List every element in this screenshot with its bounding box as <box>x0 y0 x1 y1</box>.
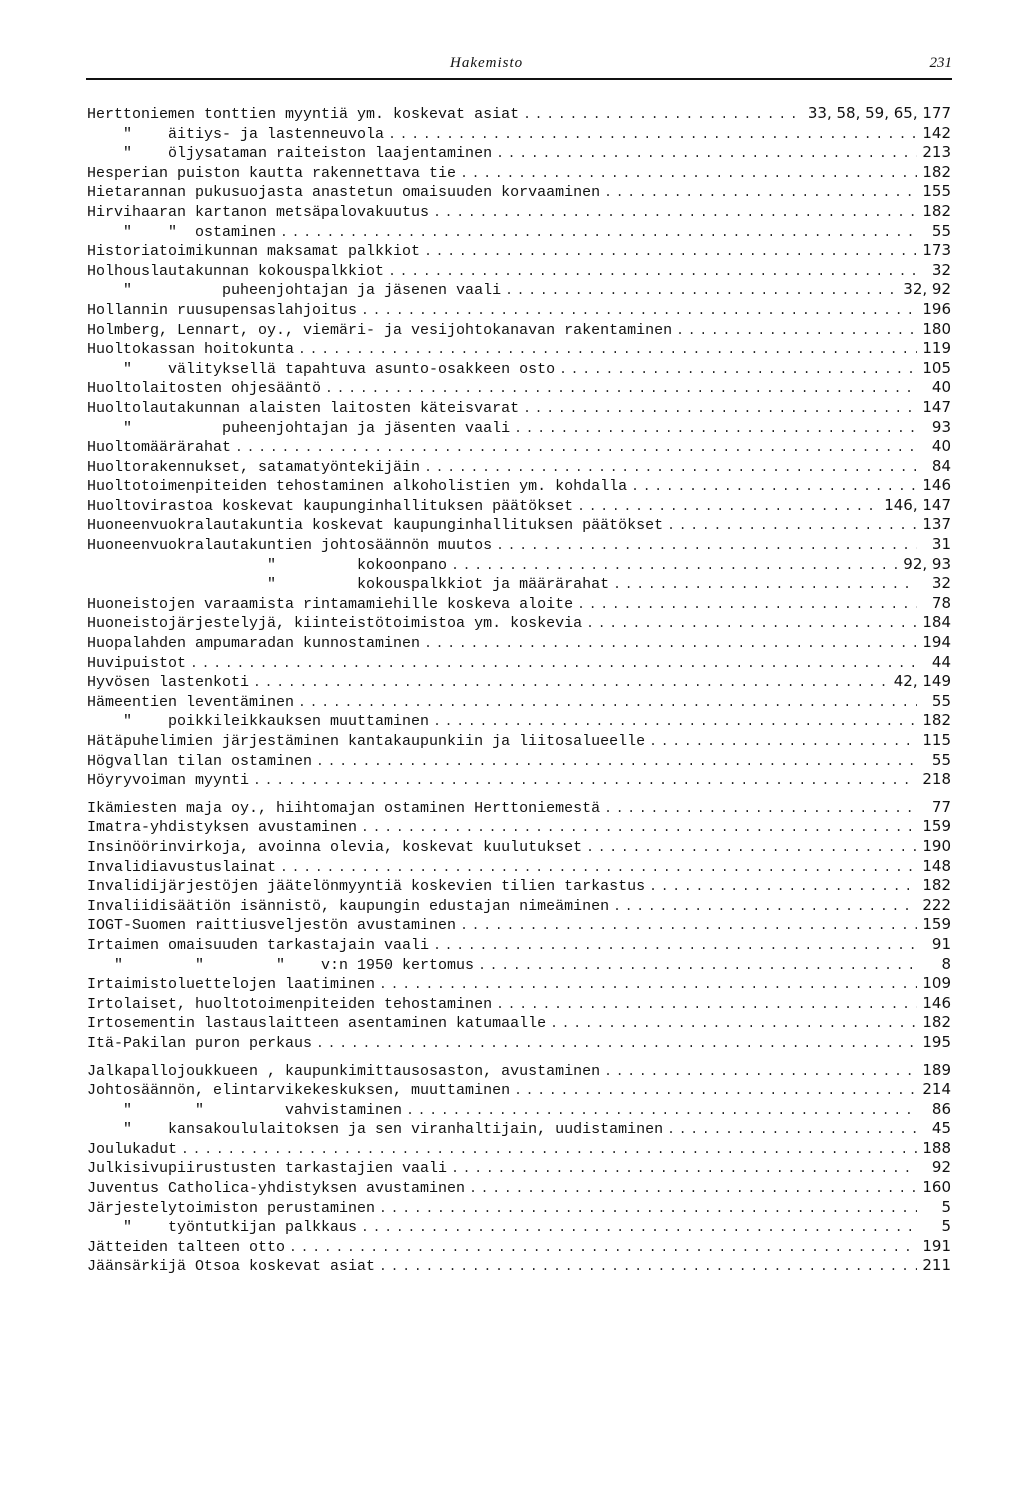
entry-pages: 78 <box>931 593 951 612</box>
entry-text: " " vahvistaminen <box>87 1101 403 1119</box>
entry-text: Invaliidisäätiön isännistö, kaupungin edustajan nimeäminen <box>87 897 610 915</box>
index-entry <box>87 1178 951 1198</box>
dot-leader <box>667 516 917 536</box>
index-entry <box>87 515 951 535</box>
dot-leader <box>505 281 899 301</box>
entry-pages: 115 <box>922 731 951 749</box>
entry-text: Jalkapallojoukkueen , kaupunkimittausosaston, avustaminen <box>87 1062 601 1080</box>
entry-text: IOGT-Suomen raittiusveljestön avustaminen <box>87 917 457 935</box>
index-entry <box>87 711 951 731</box>
entry-text: " puheenjohtajan ja jäsenen vaali <box>87 282 502 300</box>
dot-leader <box>424 458 917 478</box>
entry-text: Invalidiavustuslainat <box>87 858 277 876</box>
dot-leader <box>361 818 917 838</box>
entry-pages: 77 <box>931 797 951 816</box>
dot-leader <box>631 477 917 497</box>
dot-leader <box>316 752 917 772</box>
entry-pages: 55 <box>931 691 951 710</box>
index-entry <box>87 798 951 818</box>
entry-pages: 190 <box>922 836 951 855</box>
dot-leader <box>361 301 917 321</box>
entry-pages: 40 <box>931 378 951 397</box>
entry-pages: 196 <box>922 299 951 318</box>
index-entry <box>87 1237 951 1257</box>
entry-text: " öljysataman raiteiston laajentaminen <box>87 145 493 163</box>
entry-pages: 218 <box>922 770 951 789</box>
entry-text: Huoltomäärärahat <box>87 439 232 457</box>
dot-leader <box>550 1014 917 1034</box>
entry-pages: 93 <box>931 417 951 436</box>
entry-text: " " ostaminen <box>87 223 277 241</box>
dot-leader <box>604 183 917 203</box>
dot-leader <box>379 975 917 995</box>
entry-text: Huoltotoimenpiteiden tehostaminen alkoholistien ym. kohdalla <box>87 478 628 496</box>
entry-pages: 92, 93 <box>903 554 951 573</box>
entry-pages: 180 <box>922 319 951 338</box>
page-number: 231 <box>929 55 952 71</box>
index-entry <box>87 535 951 555</box>
entry-pages: 32, 92 <box>903 280 951 299</box>
entry-text: Julkisivupiirustusten tarkastajien vaali <box>87 1160 448 1178</box>
entry-pages: 173 <box>922 241 951 260</box>
index-entry <box>87 1217 951 1237</box>
entry-text: Hämeentien leventäminen <box>87 693 295 711</box>
index-entry <box>87 359 951 379</box>
entry-text: Huoneenvuokralautakuntia koskevat kaupunginhallituksen päätökset <box>87 517 664 535</box>
index-entry <box>87 955 951 975</box>
entry-text: " poikkileikkauksen muuttaminen <box>87 713 430 731</box>
dot-leader <box>667 1120 917 1140</box>
index-entry <box>87 692 951 712</box>
dot-leader <box>253 673 890 693</box>
index-entry <box>87 1198 951 1218</box>
dot-leader <box>298 693 917 713</box>
index-entry <box>87 163 951 183</box>
dot-leader <box>649 877 917 897</box>
entry-text: Holmberg, Lennart, oy., viemäri- ja vesijohtokanavan rakentaminen <box>87 321 673 339</box>
entry-text: Hesperian puiston kautta rakennettava tie <box>87 164 457 182</box>
dot-leader <box>451 556 899 576</box>
index-entry <box>87 935 951 955</box>
entry-pages: 182 <box>922 711 951 730</box>
entry-pages: 42, 149 <box>893 672 951 691</box>
index-entry <box>87 378 951 398</box>
dot-leader <box>514 419 917 439</box>
entry-text: Holhouslautakunnan kokouspalkkiot <box>87 262 385 280</box>
index-entry <box>87 222 951 242</box>
entry-text: Historiatoimikunnan maksamat palkkiot <box>87 243 421 261</box>
index-entry <box>87 476 951 496</box>
dot-leader <box>577 595 917 615</box>
entry-pages: 211 <box>922 1256 951 1275</box>
entry-pages: 195 <box>922 1032 951 1051</box>
entry-pages: 86 <box>931 1099 951 1118</box>
dot-leader <box>424 634 917 654</box>
index-entry <box>87 1080 951 1100</box>
dot-leader <box>451 1159 917 1179</box>
dot-leader <box>388 125 917 145</box>
index-entry <box>87 280 951 300</box>
entry-pages: 105 <box>922 358 951 377</box>
entry-text: Högvallan tilan ostaminen <box>87 752 313 770</box>
entry-pages: 191 <box>922 1236 951 1255</box>
index-entry <box>87 104 951 124</box>
index-entry <box>87 555 951 575</box>
entry-pages: 213 <box>922 143 951 162</box>
entry-pages: 45 <box>931 1119 951 1138</box>
entry-text: Huoneistojärjestelyjä, kiinteistötoimistoa ym. koskevia <box>87 615 583 633</box>
index-entry <box>87 876 951 896</box>
entry-text: Järjestelytoimiston perustaminen <box>87 1199 376 1217</box>
index-entry <box>87 1256 951 1276</box>
entry-text: Huoltorakennukset, satamatyöntekijäin <box>87 458 421 476</box>
dot-leader <box>586 614 917 634</box>
index-entry <box>87 994 951 1014</box>
index-entry <box>87 418 951 438</box>
entry-text: Jätteiden talteen otto <box>87 1238 286 1256</box>
dot-leader <box>523 105 804 125</box>
index-entry <box>87 770 951 790</box>
dot-leader <box>388 262 917 282</box>
entry-pages: 55 <box>931 750 951 769</box>
entry-pages: 155 <box>922 182 951 201</box>
entry-text: " " " v:n 1950 kertomus <box>87 956 475 974</box>
dot-leader <box>253 771 917 791</box>
dot-leader <box>514 1081 917 1101</box>
index-entry <box>87 896 951 916</box>
index-entry <box>87 143 951 163</box>
dot-leader <box>316 1034 917 1054</box>
dot-leader <box>433 936 917 956</box>
entry-pages: 182 <box>922 162 951 181</box>
index-entry <box>87 1119 951 1139</box>
dot-leader <box>235 438 917 458</box>
entry-text: " puheenjohtajan ja jäsenten vaali <box>87 419 511 437</box>
index-entry <box>87 1033 951 1053</box>
entry-text: " äitiys- ja lastenneuvola <box>87 125 385 143</box>
entry-text: Huoltokassan hoitokunta <box>87 341 295 359</box>
entry-text: Irtaimen omaisuuden tarkastajain vaali <box>87 936 430 954</box>
entry-text: Herttoniemen tonttien myyntiä ym. koskevat asiat <box>87 106 520 123</box>
entry-pages: 182 <box>922 201 951 220</box>
index-entry <box>87 817 951 837</box>
entry-text: Invalidijärjestöjen jäätelönmyyntiä koskevien tilien tarkastus <box>87 878 646 896</box>
entry-text: Hirvihaaran kartanon metsäpalovakuutus <box>87 203 430 221</box>
entry-pages: 91 <box>931 934 951 953</box>
index-entry <box>87 974 951 994</box>
dot-leader <box>280 858 917 878</box>
index-entry <box>87 261 951 281</box>
entry-text: Hollannin ruusupensaslahjoitus <box>87 301 358 319</box>
index-entry <box>87 857 951 877</box>
dot-leader <box>406 1101 917 1121</box>
entry-text: Irtolaiset, huoltotoimenpiteiden tehostaminen <box>87 995 493 1013</box>
entry-pages: 148 <box>922 856 951 875</box>
index-entry <box>87 653 951 673</box>
dot-leader <box>460 916 917 936</box>
page-header <box>86 52 952 80</box>
dot-leader <box>496 536 917 556</box>
entry-pages: 146, 147 <box>884 495 951 514</box>
entry-pages: 137 <box>922 515 951 534</box>
entry-pages: 214 <box>922 1080 951 1099</box>
dot-leader <box>613 897 917 917</box>
entry-pages: 55 <box>931 221 951 240</box>
entry-text: Itä-Pakilan puron perkaus <box>87 1034 313 1052</box>
index-entry <box>87 1061 951 1081</box>
dot-leader <box>649 732 917 752</box>
index-entry <box>87 915 951 935</box>
index-list <box>87 104 951 1276</box>
entry-pages: 159 <box>922 817 951 836</box>
index-entry <box>87 182 951 202</box>
index-entry <box>87 339 951 359</box>
entry-pages: 182 <box>922 1013 951 1032</box>
dot-leader <box>379 1199 917 1219</box>
index-entry <box>87 496 951 516</box>
entry-pages: 159 <box>922 915 951 934</box>
index-entry <box>87 574 951 594</box>
entry-pages: 189 <box>922 1060 951 1079</box>
index-entry <box>87 1013 951 1033</box>
dot-leader <box>496 144 917 164</box>
index-entry <box>87 457 951 477</box>
dot-leader <box>460 164 917 184</box>
dot-leader <box>298 340 917 360</box>
entry-text: " kokouspalkkiot ja määrärahat <box>87 576 610 594</box>
dot-leader <box>577 497 880 517</box>
index-entry <box>87 1100 951 1120</box>
entry-pages: 92 <box>931 1158 951 1177</box>
entry-text: Huoltolaitosten ohjesääntö <box>87 380 322 398</box>
dot-leader <box>586 838 917 858</box>
entry-pages: 188 <box>922 1138 951 1157</box>
entry-text: Huvipuistot <box>87 654 187 672</box>
entry-text: " välityksellä tapahtuva asunto-osakkeen osto <box>87 360 556 378</box>
entry-text: Huoltolautakunnan alaisten laitosten käteisvarat <box>87 399 520 417</box>
dot-leader <box>469 1179 917 1199</box>
entry-text: Hyvösen lastenkoti <box>87 674 250 692</box>
entry-text: Huopalahden ampumaradan kunnostaminen <box>87 635 421 653</box>
entry-pages: 222 <box>922 895 951 914</box>
dot-leader <box>559 360 917 380</box>
dot-leader <box>289 1238 917 1258</box>
entry-pages: 142 <box>922 123 951 142</box>
index-entry <box>87 594 951 614</box>
index-entry <box>87 751 951 771</box>
entry-pages: 84 <box>931 456 951 475</box>
entry-text: Imatra-yhdistyksen avustaminen <box>87 819 358 837</box>
dot-leader <box>604 1062 917 1082</box>
entry-pages: 40 <box>931 437 951 456</box>
entry-pages: 32 <box>931 574 951 593</box>
index-entry <box>87 837 951 857</box>
dot-leader <box>496 995 917 1015</box>
index-entry <box>87 437 951 457</box>
entry-text: Johtosäännön, elintarvikekeskuksen, muuttaminen <box>87 1082 511 1100</box>
dot-leader <box>361 1218 917 1238</box>
entry-text: " kokoonpano <box>87 556 448 574</box>
dot-leader <box>181 1140 917 1160</box>
entry-text: Huoltovirastoa koskevat kaupunginhallituksen päätökset <box>87 497 574 515</box>
entry-text: " kansakoululaitoksen ja sen viranhaltijain, uudistaminen <box>87 1121 664 1139</box>
entry-pages: 184 <box>922 613 951 632</box>
dot-leader <box>523 399 917 419</box>
dot-leader <box>433 712 917 732</box>
dot-leader <box>424 242 917 262</box>
index-entry <box>87 731 951 751</box>
index-entry <box>87 1139 951 1159</box>
index-entry <box>87 320 951 340</box>
entry-pages: 147 <box>922 397 951 416</box>
index-entry <box>87 124 951 144</box>
entry-pages: 160 <box>922 1178 951 1197</box>
entry-text: Irtaimistoluettelojen laatiminen <box>87 976 376 994</box>
entry-pages: 146 <box>922 993 951 1012</box>
running-title: Hakemisto <box>450 55 524 71</box>
entry-pages: 32 <box>931 260 951 279</box>
entry-text: Insinöörinvirkoja, avoinna olevia, koskevat kuulutukset <box>87 838 583 856</box>
entry-pages: 182 <box>922 876 951 895</box>
dot-leader <box>325 379 917 399</box>
index-entry <box>87 613 951 633</box>
entry-text: Jäänsärkijä Otsoa koskevat asiat <box>87 1258 376 1276</box>
entry-pages: 109 <box>922 974 951 993</box>
entry-pages: 194 <box>922 633 951 652</box>
index-entry <box>87 672 951 692</box>
dot-leader <box>613 575 917 595</box>
dot-leader <box>379 1257 917 1277</box>
index-entry <box>87 300 951 320</box>
entry-pages: 8 <box>941 954 951 973</box>
entry-text: " työntutkijan palkkaus <box>87 1219 358 1237</box>
entry-pages: 146 <box>922 476 951 495</box>
entry-text: Joulukadut <box>87 1140 178 1158</box>
entry-pages: 33, 58, 59, 65, 177 <box>807 104 951 122</box>
dot-leader <box>190 654 917 674</box>
dot-leader <box>604 799 917 819</box>
index-entry <box>87 1158 951 1178</box>
index-entry <box>87 398 951 418</box>
entry-pages: 119 <box>922 339 951 358</box>
entry-text: Huoneenvuokralautakuntien johtosäännön muutos <box>87 537 493 555</box>
dot-leader <box>676 321 917 341</box>
entry-text: Hietarannan pukusuojasta anastetun omaisuuden korvaaminen <box>87 184 601 202</box>
entry-text: Höyryvoiman myynti <box>87 772 250 790</box>
index-entry <box>87 202 951 222</box>
entry-pages: 44 <box>931 652 951 671</box>
entry-text: Hätäpuhelimien järjestäminen kantakaupunkiin ja liitosalueelle <box>87 733 646 750</box>
entry-pages: 5 <box>941 1197 951 1216</box>
index-entry <box>87 241 951 261</box>
entry-text: Huoneistojen varaamista rintamamiehille koskeva aloite <box>87 595 574 613</box>
entry-text: Ikämiesten maja oy., hiihtomajan ostaminen Herttoniemestä <box>87 799 601 817</box>
entry-text: Irtosementin lastauslaitteen asentaminen katumaalle <box>87 1015 547 1033</box>
entry-pages: 5 <box>941 1217 951 1236</box>
entry-pages: 31 <box>931 535 951 554</box>
index-entry <box>87 633 951 653</box>
entry-text: Juventus Catholica-yhdistyksen avustaminen <box>87 1180 466 1198</box>
dot-leader <box>280 223 917 243</box>
dot-leader <box>433 203 917 223</box>
dot-leader <box>478 956 917 976</box>
